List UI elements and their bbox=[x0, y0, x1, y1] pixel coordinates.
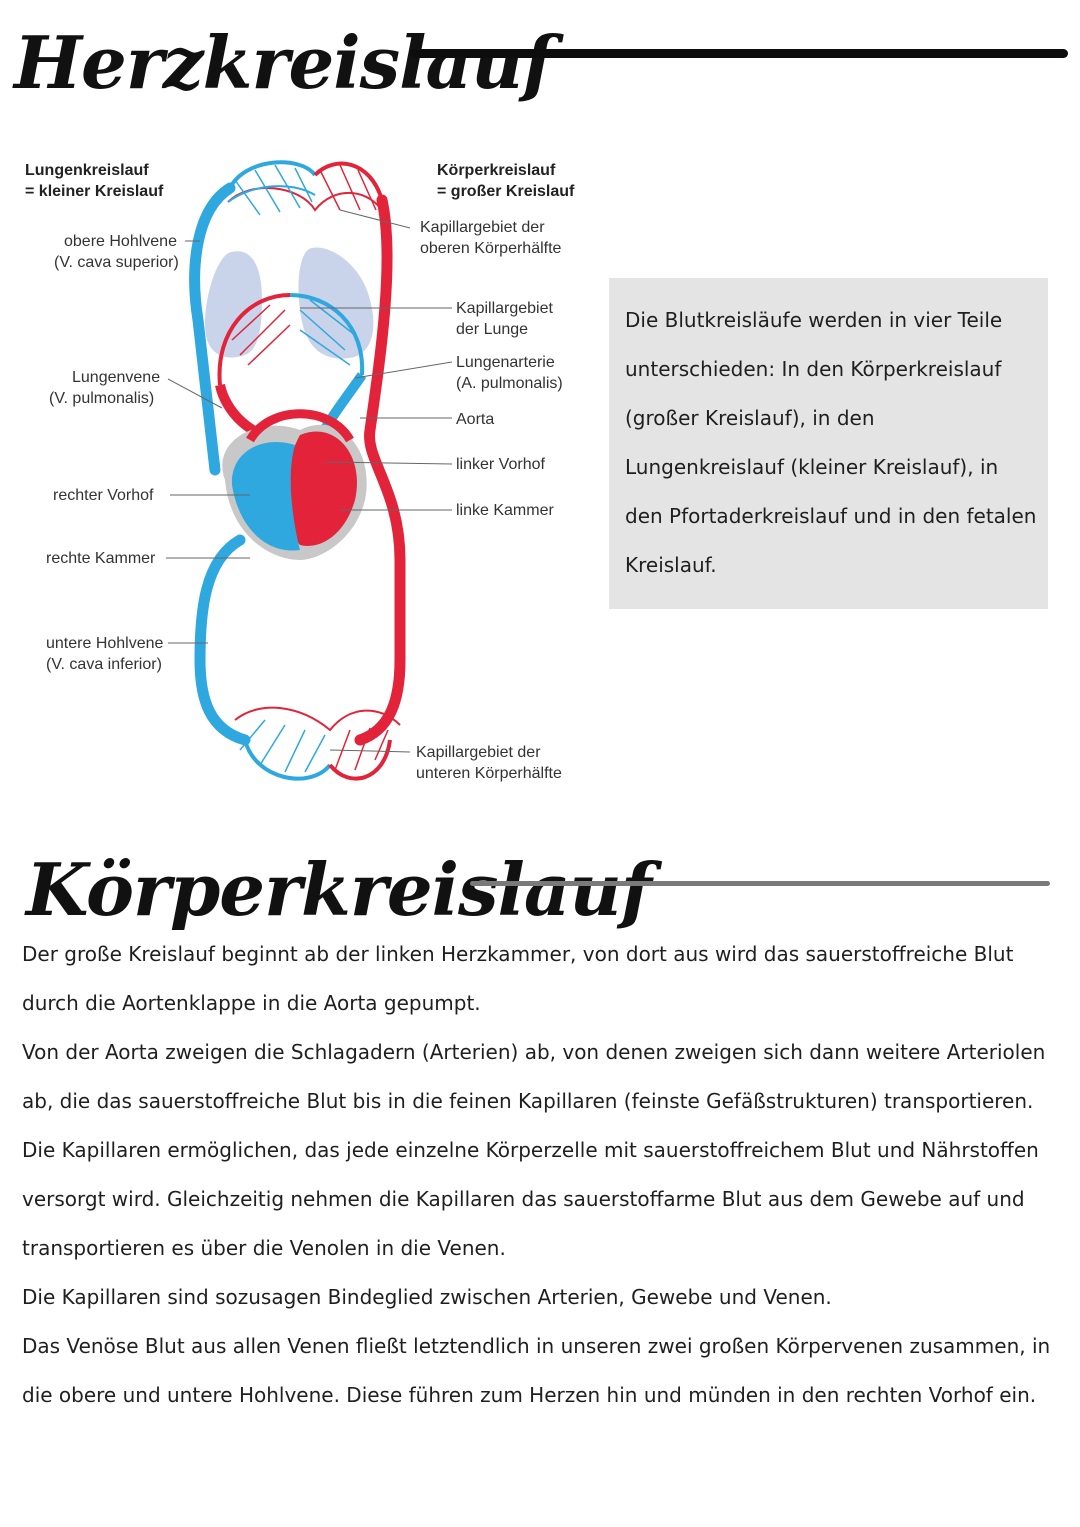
body-paragraph-3: Die Kapillaren sind sozusagen Bindeglied zwischen Arterien, Gewebe und Venen. bbox=[22, 1285, 832, 1309]
label-rechte-kammer: rechte Kammer bbox=[46, 550, 156, 567]
upper-capillaries bbox=[228, 162, 385, 215]
page-title-herzkreislauf: Herzkreislauf bbox=[14, 20, 553, 105]
inferior-vena-cava bbox=[200, 540, 245, 740]
label-untere-hohlvene: untere Hohlvene bbox=[46, 635, 164, 652]
lower-capillaries bbox=[235, 708, 400, 779]
label-kleiner-kreislauf: = kleiner Kreislauf bbox=[25, 183, 164, 200]
label-koerperkreislauf: Körperkreislauf bbox=[437, 162, 556, 179]
label-kapillargebiet-unten: Kapillargebiet der bbox=[416, 744, 541, 761]
label-untere-koerperhaelfte: unteren Körperhälfte bbox=[416, 765, 562, 782]
label-a-pulmonalis: (A. pulmonalis) bbox=[456, 375, 563, 392]
label-linke-kammer: linke Kammer bbox=[456, 502, 554, 519]
section-title-koerperkreislauf: Körperkreislauf bbox=[26, 847, 651, 932]
label-v-cava-superior: (V. cava superior) bbox=[54, 254, 179, 271]
label-kapillargebiet-lunge: Kapillargebiet bbox=[456, 300, 553, 317]
label-lungenvene: Lungenvene bbox=[72, 369, 161, 386]
body-text bbox=[22, 930, 1062, 1420]
body-paragraph-1: Der große Kreislauf beginnt ab der linken Herzkammer, von dort aus wird das sauerstoffreiche Blut durch die Aortenklappe in die Aorta gepumpt. bbox=[22, 942, 1014, 1015]
body-paragraph-4: Das Venöse Blut aus allen Venen fließt letztendlich in unseren zwei großen Körpervenen zusammen, in die obere und untere Hohlvene. Diese führen zum Herzen hin und münden in den rechten Vorhof ein. bbox=[22, 1334, 1051, 1407]
circulation-diagram bbox=[0, 140, 600, 810]
aortic-outer bbox=[360, 200, 400, 740]
label-obere-koerperhaelfte: oberen Körperhälfte bbox=[420, 240, 562, 257]
section-underline bbox=[470, 881, 1050, 886]
title-underline bbox=[410, 49, 1068, 58]
label-linker-vorhof: linker Vorhof bbox=[456, 456, 545, 473]
label-v-cava-inferior: (V. cava inferior) bbox=[46, 656, 162, 673]
label-grosser-kreislauf: = großer Kreislauf bbox=[437, 183, 575, 200]
label-rechter-vorhof: rechter Vorhof bbox=[53, 487, 154, 504]
label-v-pulmonalis: (V. pulmonalis) bbox=[49, 390, 155, 407]
label-obere-hohlvene: obere Hohlvene bbox=[64, 233, 177, 250]
label-lungenkreislauf: Lungenkreislauf bbox=[25, 162, 149, 179]
info-box bbox=[609, 278, 1048, 609]
label-der-lunge: der Lunge bbox=[456, 321, 529, 338]
label-kapillargebiet-oben: Kapillargebiet der bbox=[420, 219, 545, 236]
label-lungenarterie: Lungenarterie bbox=[456, 354, 555, 371]
info-box-text: Die Blutkreisläufe werden in vier Teile unterschieden: In den Körperkreislauf (großer Kreislauf), in den Lungenkreislauf (kleiner Kreislauf), in den Pfortaderkreislauf und in den fetalen Kreislauf. bbox=[625, 308, 1037, 577]
label-aorta: Aorta bbox=[456, 411, 495, 428]
body-paragraph-2: Von der Aorta zweigen die Schlagadern (Arterien) ab, von denen zweigen sich dann weitere Arteriolen ab, die das sauerstoffreiche Blut bis in die feinen Kapillaren (feinste Gefäßstrukturen) transportieren. Die Kapillaren ermöglichen, das jede einzelne Körperzelle mit sauerstoffreichem Blut und Nährstoffen versorgt wird. Gleichzeitig nehmen die Kapillaren das sauerstoffarme Blut aus dem Gewebe auf und transportieren es über die Venolen in die Venen. bbox=[22, 1040, 1046, 1260]
